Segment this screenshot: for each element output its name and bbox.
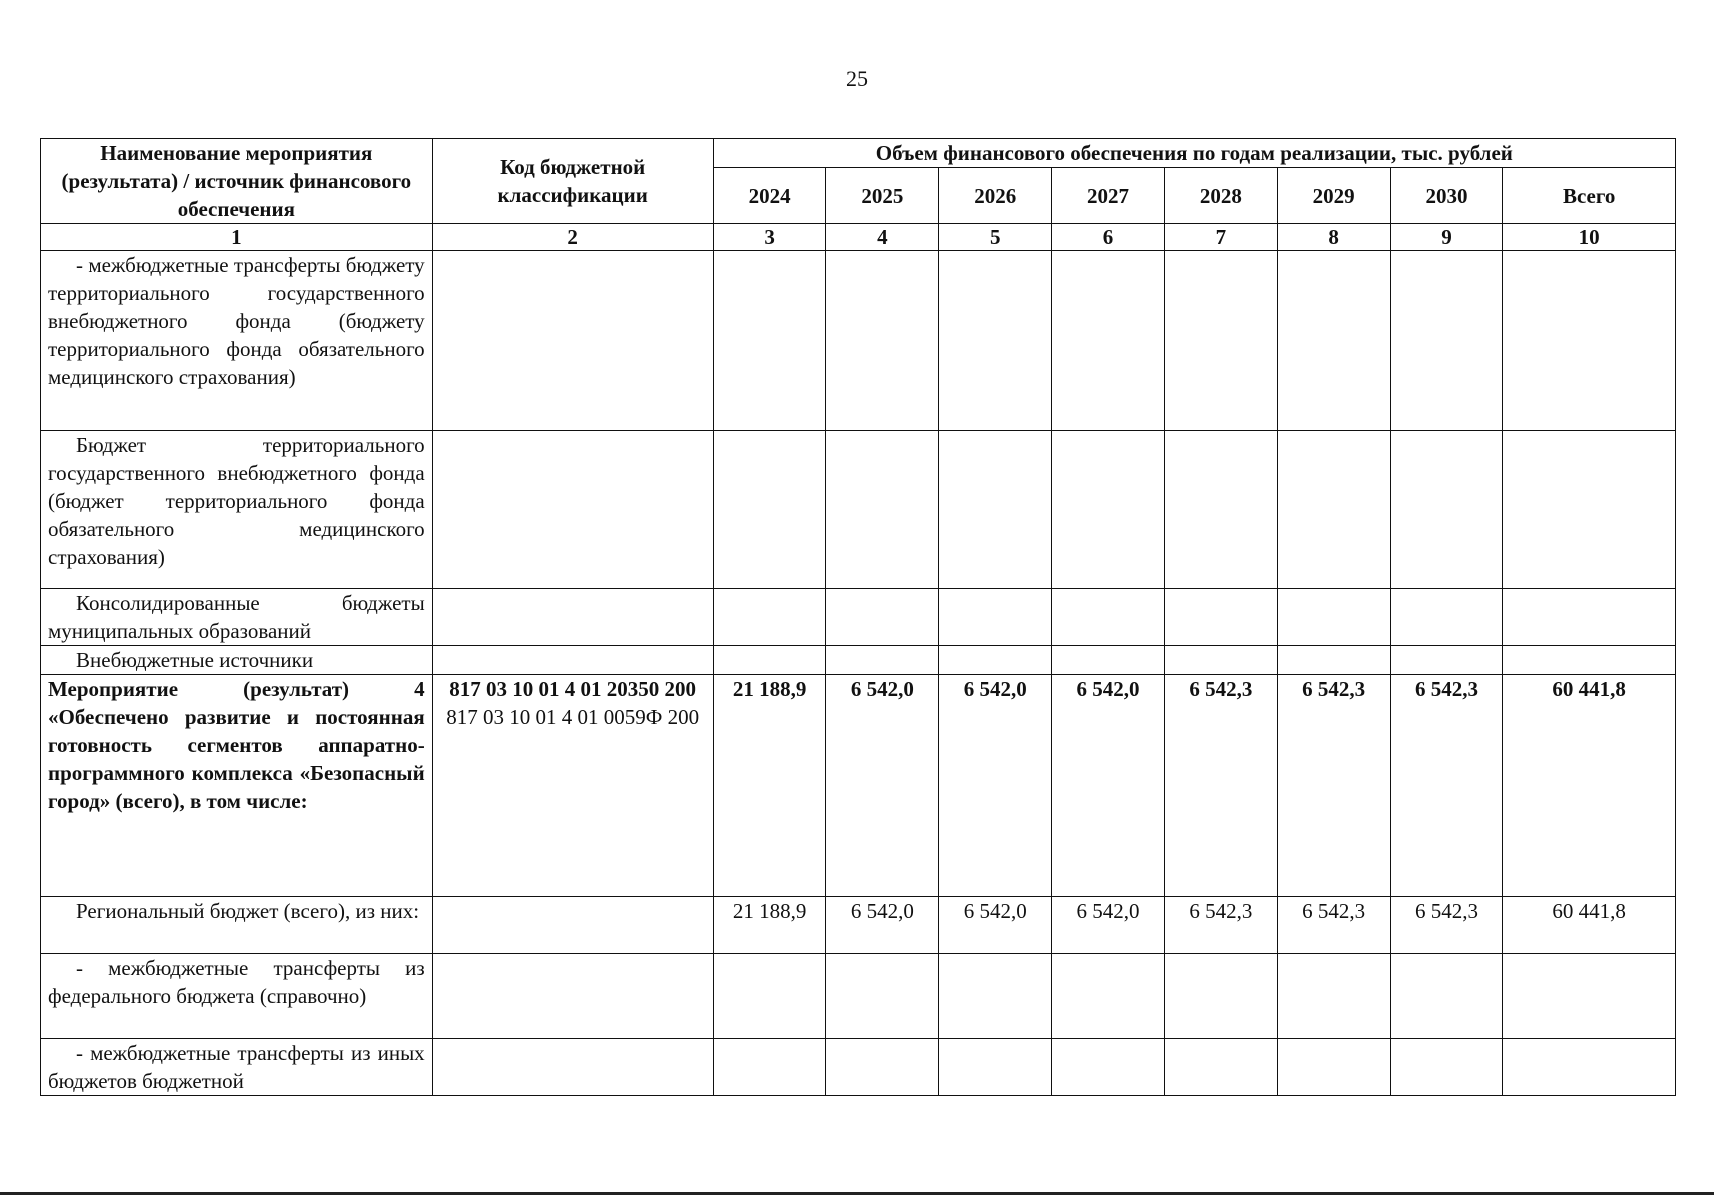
header-year: 2025 xyxy=(826,168,939,224)
row-value xyxy=(1277,954,1390,1039)
column-number: 1 xyxy=(41,224,433,251)
row-value xyxy=(1390,431,1503,589)
row-code xyxy=(432,1039,713,1096)
row-name: - межбюджетные трансферты из иных бюджетов бюджетной xyxy=(41,1039,433,1096)
table-row xyxy=(41,251,1676,431)
row-name: Консолидированные бюджеты муниципальных образований xyxy=(41,589,433,646)
row-value xyxy=(939,646,1052,675)
row-value xyxy=(1052,589,1165,646)
column-number: 10 xyxy=(1503,224,1676,251)
row-value xyxy=(713,954,826,1039)
header-year: 2030 xyxy=(1390,168,1503,224)
header-name: Наименование мероприятия (результата) / источник финансового обеспечения xyxy=(41,139,433,224)
row-value xyxy=(939,1039,1052,1096)
row-code xyxy=(432,675,713,897)
row-value: 6 542,3 xyxy=(1277,675,1390,897)
row-value xyxy=(1164,646,1277,675)
row-value xyxy=(713,589,826,646)
row-value: 6 542,0 xyxy=(1052,897,1165,954)
row-value: 60 441,8 xyxy=(1503,897,1676,954)
row-value xyxy=(1052,431,1165,589)
row-value: 6 542,0 xyxy=(1052,675,1165,897)
row-value xyxy=(713,431,826,589)
row-value xyxy=(826,251,939,431)
row-value: 6 542,3 xyxy=(1277,897,1390,954)
header-volume: Объем финансового обеспечения по годам реализации, тыс. рублей xyxy=(713,139,1675,168)
row-value xyxy=(1277,431,1390,589)
row-value: 6 542,3 xyxy=(1164,897,1277,954)
column-number: 5 xyxy=(939,224,1052,251)
row-value xyxy=(1277,1039,1390,1096)
row-value: 6 542,0 xyxy=(826,897,939,954)
row-code xyxy=(432,646,713,675)
row-value xyxy=(713,251,826,431)
row-code xyxy=(432,897,713,954)
row-code-primary: 817 03 10 01 4 01 20350 200 xyxy=(449,677,697,701)
row-code xyxy=(432,251,713,431)
row-value xyxy=(1503,954,1676,1039)
row-value xyxy=(1390,589,1503,646)
row-value xyxy=(1390,1039,1503,1096)
row-value: 21 188,9 xyxy=(713,897,826,954)
row-name: Внебюджетные источники xyxy=(41,646,433,675)
row-value xyxy=(1503,646,1676,675)
row-value xyxy=(1390,251,1503,431)
row-value xyxy=(1164,431,1277,589)
row-value: 6 542,0 xyxy=(939,897,1052,954)
row-name: Мероприятие (результат) 4 «Обеспечено развитие и постоянная готовность сегментов аппаратно-программного комплекса «Безопасный город» (всего), в том числе: xyxy=(41,675,433,897)
row-code-secondary: 817 03 10 01 4 01 0059Ф 200 xyxy=(446,705,700,729)
column-number: 3 xyxy=(713,224,826,251)
table-row xyxy=(41,675,1676,897)
row-value xyxy=(1164,251,1277,431)
header-year: 2024 xyxy=(713,168,826,224)
row-value xyxy=(1503,431,1676,589)
row-value xyxy=(1052,251,1165,431)
row-value xyxy=(826,589,939,646)
column-number: 9 xyxy=(1390,224,1503,251)
header-code: Код бюджетной классификации xyxy=(432,139,713,224)
row-value xyxy=(939,251,1052,431)
header-year: 2026 xyxy=(939,168,1052,224)
row-value: 21 188,9 xyxy=(713,675,826,897)
row-value xyxy=(939,589,1052,646)
row-value xyxy=(1164,954,1277,1039)
table-row xyxy=(41,897,1676,954)
row-value xyxy=(826,646,939,675)
table-row xyxy=(41,431,1676,589)
column-number: 2 xyxy=(432,224,713,251)
row-value xyxy=(1277,251,1390,431)
row-value xyxy=(1052,646,1165,675)
row-value xyxy=(826,431,939,589)
row-value xyxy=(1277,646,1390,675)
row-value xyxy=(713,646,826,675)
row-value xyxy=(1277,589,1390,646)
table-row xyxy=(41,954,1676,1039)
scan-edge-line xyxy=(0,1192,1714,1195)
column-number: 6 xyxy=(1052,224,1165,251)
financing-table xyxy=(40,138,1676,1096)
header-year: 2029 xyxy=(1277,168,1390,224)
column-number: 8 xyxy=(1277,224,1390,251)
row-value: 6 542,3 xyxy=(1390,675,1503,897)
row-value xyxy=(713,1039,826,1096)
header-year: 2027 xyxy=(1052,168,1165,224)
column-number: 7 xyxy=(1164,224,1277,251)
row-name: Региональный бюджет (всего), из них: xyxy=(41,897,433,954)
row-value xyxy=(939,431,1052,589)
row-value xyxy=(1164,1039,1277,1096)
row-code xyxy=(432,589,713,646)
row-value xyxy=(1390,954,1503,1039)
page-number: 25 xyxy=(846,66,868,91)
row-code xyxy=(432,954,713,1039)
header-year: 2028 xyxy=(1164,168,1277,224)
row-name: - межбюджетные трансферты из федерального бюджета (справочно) xyxy=(41,954,433,1039)
row-name: - межбюджетные трансферты бюджету территориального государственного внебюджетного фонда (бюджету территориального фонда обязательного медицинского страхования) xyxy=(41,251,433,431)
row-value: 60 441,8 xyxy=(1503,675,1676,897)
row-value xyxy=(1390,646,1503,675)
table-row xyxy=(41,589,1676,646)
row-value xyxy=(1052,954,1165,1039)
row-value xyxy=(826,954,939,1039)
row-value xyxy=(1052,1039,1165,1096)
table-row xyxy=(41,1039,1676,1096)
table-row xyxy=(41,646,1676,675)
row-value xyxy=(1503,251,1676,431)
row-value xyxy=(1164,589,1277,646)
row-value: 6 542,0 xyxy=(939,675,1052,897)
row-value xyxy=(826,1039,939,1096)
column-number: 4 xyxy=(826,224,939,251)
row-value: 6 542,3 xyxy=(1164,675,1277,897)
row-code xyxy=(432,431,713,589)
row-value xyxy=(939,954,1052,1039)
row-value xyxy=(1503,589,1676,646)
row-value: 6 542,0 xyxy=(826,675,939,897)
row-value xyxy=(1503,1039,1676,1096)
row-name: Бюджет территориального государственного внебюджетного фонда (бюджет территориального фонда обязательного медицинского страхования) xyxy=(41,431,433,589)
row-value: 6 542,3 xyxy=(1390,897,1503,954)
header-total: Всего xyxy=(1503,168,1676,224)
